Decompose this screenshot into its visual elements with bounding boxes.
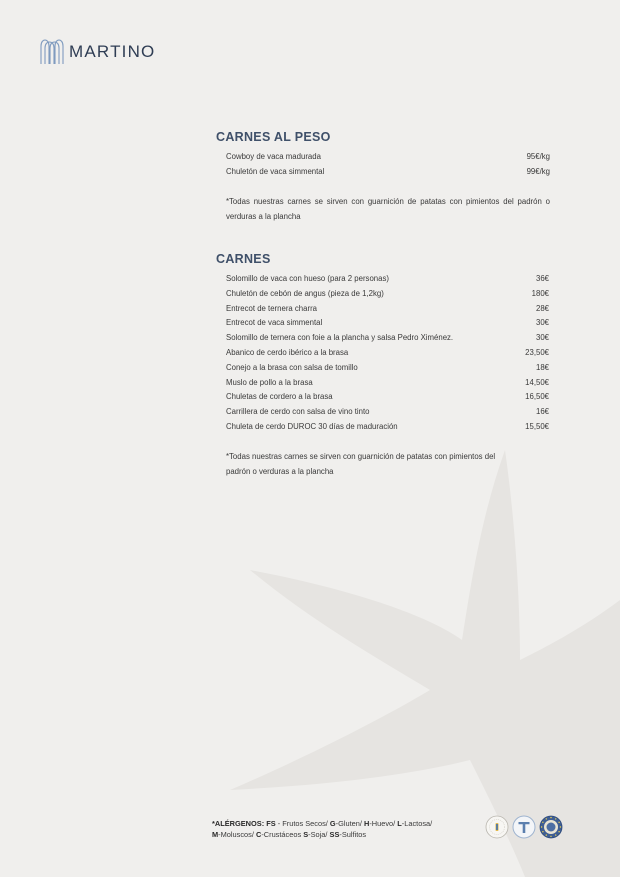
t-badge-icon [512, 815, 536, 839]
garnish-note: *Todas nuestras carnes se sirven con guarnición de patatas con pimientos del padrón o verduras a la plancha [226, 451, 496, 476]
menu-item [226, 316, 549, 331]
item-name: Carrillera de cerdo con salsa de vino tinto [226, 407, 370, 417]
item-price: 180€ [531, 288, 549, 298]
allergen-text: -Crustáceos [261, 830, 304, 839]
allergen-text: -Lactosa/ [401, 819, 433, 828]
item-name: Chuleta de cerdo DUROC 30 días de maduración [226, 421, 398, 431]
allergens-label: *ALÉRGENOS: [212, 819, 265, 828]
item-price: 95€/kg [526, 152, 550, 161]
item-name: Chuletas de cordero a la brasa [226, 392, 333, 402]
menu-item [226, 331, 549, 346]
garnish-note: *Todas nuestras carnes se sirven con guarnición de patatas con pimientos del padrón o verduras a la plancha [226, 196, 550, 221]
item-price: 28€ [535, 303, 549, 313]
allergen-code: L [397, 819, 402, 828]
allergen-code: G [329, 819, 336, 828]
item-name: Muslo de pollo a la brasa [226, 377, 313, 387]
section-carnes [216, 252, 549, 479]
allergen-text: -Huevo/ [369, 819, 398, 828]
item-price: 23,50€ [525, 347, 549, 357]
item-price: 99€/kg [526, 166, 550, 176]
item-name: Conejo a la brasa con salsa de tomillo [226, 362, 358, 372]
brand-logo [40, 38, 155, 66]
item-name: Entrecot de vaca simmental [226, 318, 323, 328]
item-price: 15,50€ [525, 421, 549, 431]
menu-item [226, 287, 549, 302]
item-price: 16€ [535, 407, 549, 417]
menu-item [226, 361, 549, 376]
allergen-text: -Gluten/ [335, 819, 364, 828]
item-price: 16,50€ [525, 392, 549, 402]
menu-item [226, 272, 549, 287]
menu-item [226, 420, 549, 435]
item-name: Cowboy de vaca madurada [226, 152, 321, 161]
item-name: Solomillo de vaca con hueso (para 2 personas) [226, 274, 389, 283]
item-price: 14,50€ [525, 377, 549, 387]
martino-logo-icon [40, 38, 64, 66]
eu-seal-icon [539, 815, 563, 839]
menu-item [226, 346, 549, 361]
allergen-text: - Frutos Secos/ [275, 819, 330, 828]
section-carnes-al-peso [216, 130, 550, 224]
allergen-text: -Sulfitos [339, 830, 367, 839]
allergen-code: S [303, 830, 309, 839]
section-title: CARNES AL PESO [216, 130, 331, 144]
item-price: 30€ [535, 318, 549, 328]
menu-list [216, 272, 549, 435]
section-title: CARNES [216, 252, 271, 266]
brand-name: MARTINO [69, 42, 156, 61]
menu-item [226, 376, 549, 391]
quality-seal-icon [485, 815, 509, 839]
item-price: 36€ [535, 274, 549, 283]
allergen-text: -Soja/ [308, 830, 330, 839]
item-price: 30€ [535, 333, 549, 343]
menu-item [226, 165, 550, 180]
certification-badges [485, 815, 563, 839]
allergen-text: -Moluscos/ [218, 830, 256, 839]
allergen-code: C [255, 830, 262, 839]
menu-item [226, 390, 549, 405]
menu-item [226, 405, 549, 420]
menu-list [216, 150, 550, 180]
menu-item [226, 150, 550, 165]
allergen-code: FS [266, 819, 276, 828]
allergens-legend [212, 818, 474, 840]
item-price: 18€ [535, 362, 549, 372]
allergen-code: SS [329, 830, 340, 839]
item-name: Entrecot de ternera charra [226, 303, 318, 313]
item-name: Solomillo de ternera con foie a la plancha y salsa Pedro Ximénez. [226, 333, 454, 343]
item-name: Chuletón de vaca simmental [226, 166, 325, 176]
item-name: Abanico de cerdo ibérico a la brasa [226, 347, 349, 357]
item-name: Chuletón de cebón de angus (pieza de 1,2kg) [226, 288, 384, 298]
allergen-code: M [212, 830, 219, 839]
menu-item [226, 302, 549, 317]
allergen-code: H [363, 819, 370, 828]
